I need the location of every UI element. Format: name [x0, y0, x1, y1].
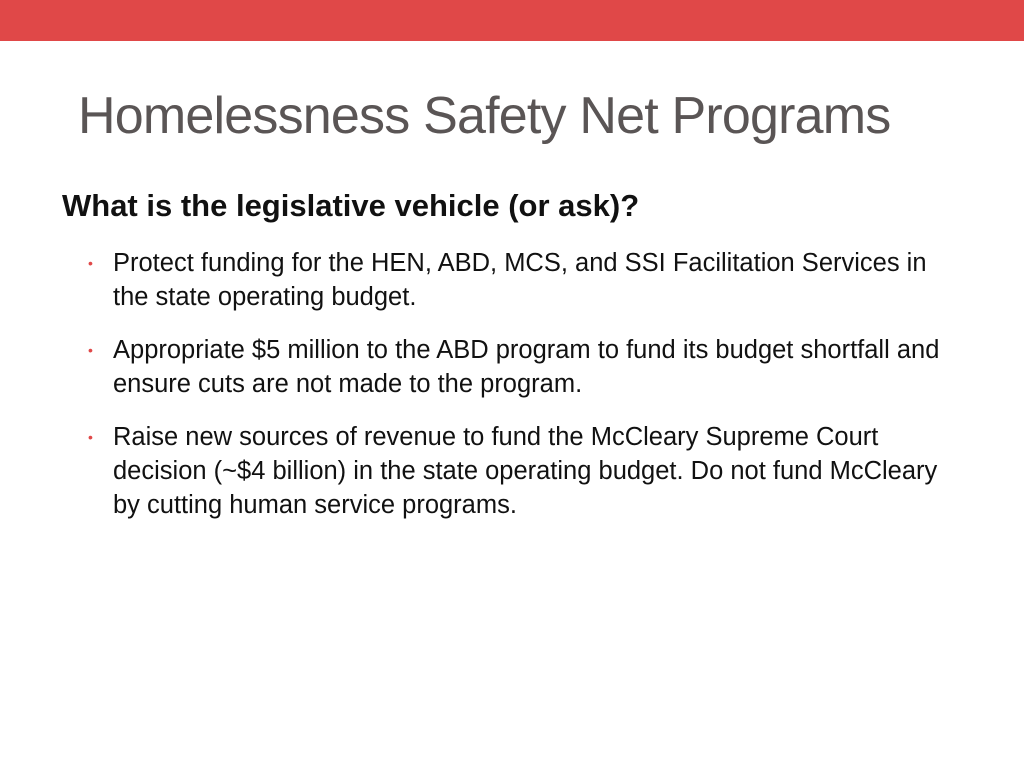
bullet-text: Protect funding for the HEN, ABD, MCS, and SSI Facilitation Services in the state operating budget.	[113, 249, 927, 311]
top-accent-bar	[0, 0, 1024, 41]
bullet-item-raise-revenue	[88, 420, 968, 522]
bullet-item-protect-funding	[88, 246, 968, 314]
bullet-icon: •	[88, 255, 93, 271]
bullet-text: Raise new sources of revenue to fund the McCleary Supreme Court decision (~$4 billion) in the state operating budget. Do not fund McCleary by cutting human service programs.	[113, 423, 938, 519]
bullet-list	[88, 246, 968, 541]
section-heading: What is the legislative vehicle (or ask)?	[62, 188, 640, 223]
bullet-icon: •	[88, 429, 93, 445]
bullet-text: Appropriate $5 million to the ABD program to fund its budget shortfall and ensure cuts are not made to the program.	[113, 336, 940, 398]
bullet-item-appropriate-abd	[88, 333, 968, 401]
bullet-icon: •	[88, 342, 93, 358]
slide-title: Homelessness Safety Net Programs	[78, 87, 891, 145]
